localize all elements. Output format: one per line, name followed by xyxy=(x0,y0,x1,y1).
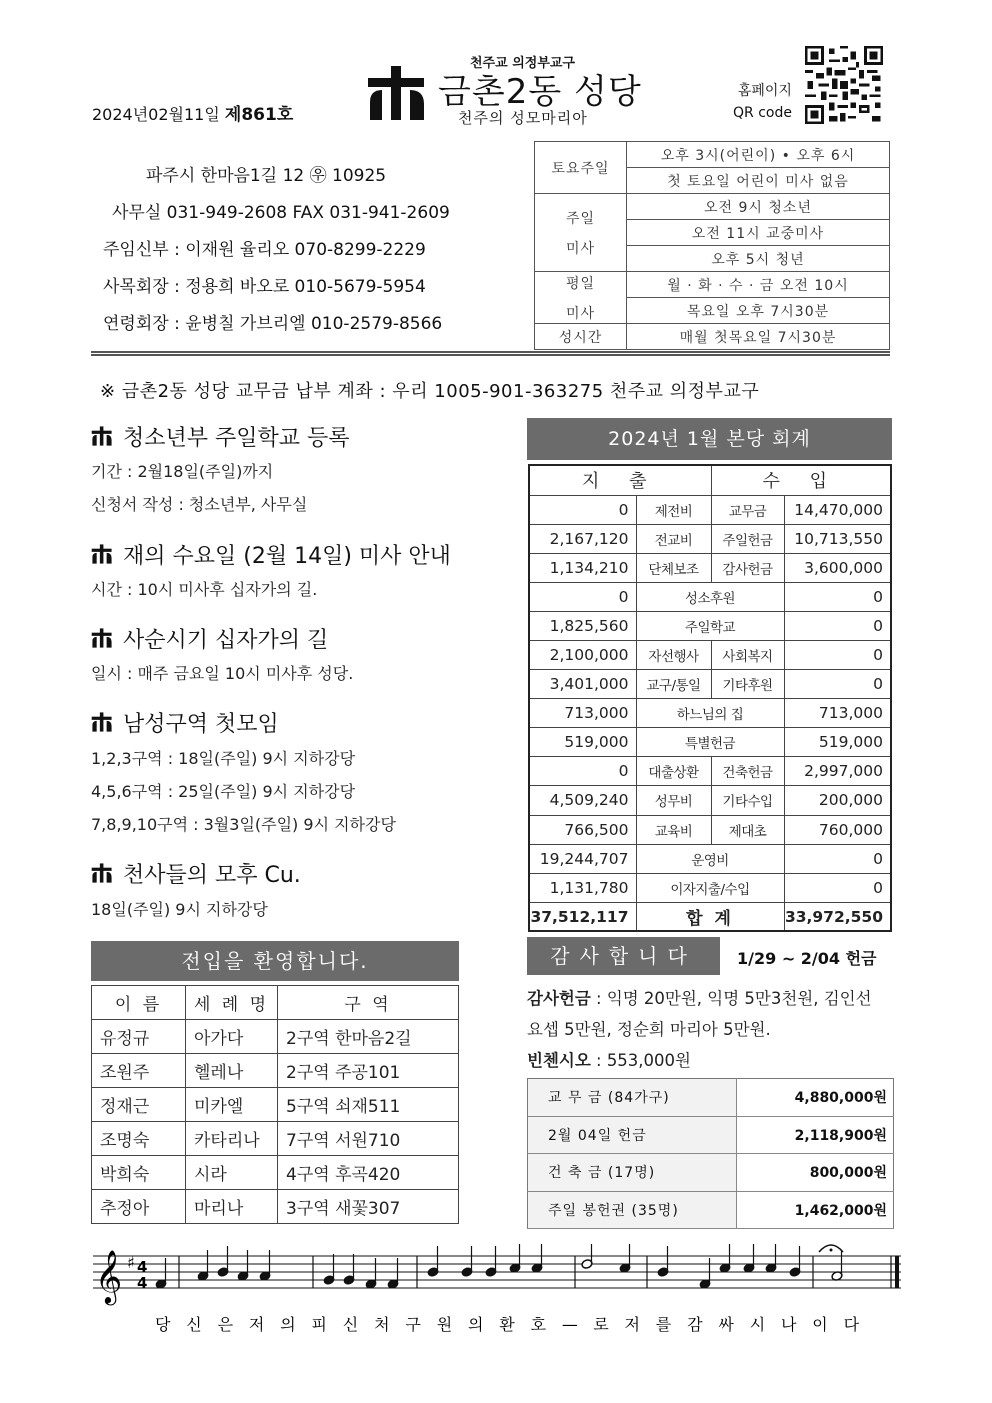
sunday-mass-time: 오후 5시 청년 xyxy=(627,246,890,272)
lyric-syllable: 이 xyxy=(812,1315,828,1334)
lyric-syllable: 로 xyxy=(593,1315,609,1334)
column-header: 구 역 xyxy=(278,986,459,1020)
sunday-mass-time: 오전 11시 교중미사 xyxy=(627,220,890,246)
weekday-mass-label: 평일 미사 xyxy=(535,272,627,324)
newcomers-table xyxy=(91,985,459,1224)
income-amount: 0 xyxy=(784,582,891,611)
income-amount: 0 xyxy=(784,640,891,669)
table-row xyxy=(529,815,891,844)
notice-line: 4,5,6구역 : 25일(주일) 9시 지하강당 xyxy=(91,782,356,801)
total-row xyxy=(529,902,891,931)
table-row xyxy=(529,844,891,873)
holy-hour-time: 매월 첫목요일 7시30분 xyxy=(627,324,890,350)
table-row: 조원주 헬레나 2구역 주공101 xyxy=(92,1054,459,1088)
expense-amount: 519,000 xyxy=(529,728,636,757)
time-signature: 4 xyxy=(137,1258,148,1276)
church-patron: 천주의 성모마리아 xyxy=(458,109,588,127)
lyric-syllable: 의 xyxy=(468,1315,484,1334)
expense-amount: 2,167,120 xyxy=(529,524,636,553)
category: 성소후원 xyxy=(636,582,784,611)
income-amount: 519,000 xyxy=(784,728,891,757)
lyric-syllable: 피 xyxy=(311,1315,327,1334)
church-logo-icon xyxy=(91,627,113,655)
church-logo-icon xyxy=(91,543,113,571)
total-income: 33,972,550 xyxy=(784,902,891,931)
diocese-name: 천주교 의정부교구 xyxy=(470,56,575,71)
expense-amount: 4,509,240 xyxy=(529,786,636,815)
table-row xyxy=(529,524,891,553)
income-category: 제대초 xyxy=(711,815,784,844)
total-label: 합 계 xyxy=(636,902,784,931)
notice-line: 7,8,9,10구역 : 3월3일(주일) 9시 지하강당 xyxy=(91,815,396,834)
category: 특별헌금 xyxy=(636,728,784,757)
sunday-mass-label: 주일 미사 xyxy=(535,194,627,272)
notice-line: 일시 : 매주 금요일 10시 미사후 성당. xyxy=(91,664,354,683)
table-row xyxy=(529,611,891,640)
lyric-syllable: 환 xyxy=(499,1315,515,1334)
income-amount: 760,000 xyxy=(784,815,891,844)
lyric-syllable: 저 xyxy=(624,1315,640,1334)
income-amount: 14,470,000 xyxy=(784,495,891,524)
expense-amount: 1,131,780 xyxy=(529,873,636,902)
income-amount: 2,997,000 xyxy=(784,757,891,786)
lyric-syllable: 다 xyxy=(843,1315,860,1334)
table-row: 건 축 금 (17명) 800,000원 xyxy=(528,1154,894,1192)
holy-hour-label: 성시간 xyxy=(535,324,627,350)
lyric-syllable: 구 xyxy=(405,1315,421,1334)
category: 이자지출/수입 xyxy=(636,873,784,902)
sharp-icon: ♯ xyxy=(127,1253,135,1272)
qr-label: 홈페이지 QR code xyxy=(733,83,792,121)
saturday-mass-label: 토요주일 xyxy=(535,142,627,194)
thanks-line: 빈첸시오 : 553,000원 xyxy=(527,1051,691,1070)
lyric-syllable: 처 xyxy=(374,1315,390,1334)
weekday-mass-time: 목요일 오후 7시30분 xyxy=(627,298,890,324)
welcome-title: 전입을 환영합니다. xyxy=(91,941,459,981)
weekday-mass-time: 월 · 화 · 수 · 금 오전 10시 xyxy=(627,272,890,298)
expense-amount: 0 xyxy=(529,757,636,786)
lyric-syllable: — xyxy=(561,1315,578,1334)
table-row xyxy=(529,757,891,786)
income-amount: 3,600,000 xyxy=(784,553,891,582)
sunday-mass-time: 오전 9시 청소년 xyxy=(627,194,890,220)
church-logo-icon xyxy=(91,711,113,739)
expense-amount: 1,825,560 xyxy=(529,611,636,640)
income-amount: 0 xyxy=(784,611,891,640)
qr-code-icon[interactable] xyxy=(805,46,883,124)
bulletin-date: 2024년02월11일 제861호 xyxy=(92,105,294,125)
table-row: 정재근 미카엘 5구역 쇠재511 xyxy=(92,1088,459,1122)
expense-amount: 1,134,210 xyxy=(529,553,636,582)
income-category: 주일헌금 xyxy=(711,524,784,553)
thanks-period: 1/29 ~ 2/04 헌금 xyxy=(737,949,877,968)
expense-amount: 0 xyxy=(529,582,636,611)
accounting-title: 2024년 1월 본당 회계 xyxy=(527,418,892,460)
lyric-syllable: 감 xyxy=(687,1315,703,1334)
income-amount: 713,000 xyxy=(784,699,891,728)
table-row xyxy=(529,553,891,582)
expense-amount: 3,401,000 xyxy=(529,670,636,699)
table-row xyxy=(529,728,891,757)
expense-amount: 766,500 xyxy=(529,815,636,844)
thanks-title: 감사합니다 xyxy=(527,937,720,975)
expense-category: 제전비 xyxy=(636,495,711,524)
notice-title: 사순시기 십자가의 길 xyxy=(91,623,328,655)
expense-category: 대출상환 xyxy=(636,757,711,786)
expense-category: 전교비 xyxy=(636,524,711,553)
church-name: 금촌2동 성당 xyxy=(438,72,642,112)
table-row xyxy=(529,786,891,815)
expense-category: 교구/통일 xyxy=(636,670,711,699)
lyric-syllable: 호 xyxy=(530,1315,547,1334)
pastor-contact: 주임신부 : 이재원 율리오 070-8299-2229 xyxy=(103,240,426,260)
notice-title: 재의 수요일 (2월 14일) 미사 안내 xyxy=(91,539,451,571)
income-amount: 10,713,550 xyxy=(784,524,891,553)
lyric-syllable: 를 xyxy=(655,1315,672,1334)
income-category: 감사헌금 xyxy=(711,553,784,582)
income-category: 건축헌금 xyxy=(711,757,784,786)
category: 주일학교 xyxy=(636,611,784,640)
table-row xyxy=(529,699,891,728)
income-category: 기타수입 xyxy=(711,786,784,815)
issue-number: 제861호 xyxy=(224,105,294,125)
column-header: 세 례 명 xyxy=(186,986,278,1020)
hymn-score xyxy=(91,1244,903,1340)
church-logo-icon xyxy=(91,425,113,453)
table-row: 주일 봉헌권 (35명) 1,462,000원 xyxy=(528,1191,894,1229)
account-note: ※ 금촌2동 성당 교무금 납부 계좌 : 우리 1005-901-363275 천주교 의정부교구 xyxy=(100,381,760,402)
notice-title: 천사들의 모후 Cu. xyxy=(91,858,301,890)
lyric-syllable: 나 xyxy=(781,1315,797,1334)
lyric-syllable: 원 xyxy=(436,1315,453,1334)
lyric-syllable: 은 xyxy=(217,1315,234,1334)
table-row: 2월 04일 헌금 2,118,900원 xyxy=(528,1116,894,1154)
table-row: 유정규 아가다 2구역 한마음2길 xyxy=(92,1020,459,1054)
notice-line: 18일(주일) 9시 지하강당 xyxy=(91,900,268,919)
income-category: 사회복지 xyxy=(711,640,784,669)
accounting-table xyxy=(528,464,892,932)
table-row xyxy=(529,873,891,902)
table-row: 박희숙 시라 4구역 후곡420 xyxy=(92,1156,459,1190)
lyric-syllable: 당 xyxy=(155,1315,171,1334)
table-row xyxy=(529,670,891,699)
notice-line: 시간 : 10시 미사후 십자가의 길. xyxy=(91,580,318,599)
office-phone: 사무실 031-949-2608 FAX 031-941-2609 xyxy=(112,203,450,223)
expense-category: 교육비 xyxy=(636,815,711,844)
lyric-syllable: 시 xyxy=(749,1315,766,1334)
income-category: 기타후원 xyxy=(711,670,784,699)
expense-amount: 19,244,707 xyxy=(529,844,636,873)
income-amount: 200,000 xyxy=(784,786,891,815)
thanks-line: 감사헌금 : 익명 20만원, 익명 5만3천원, 김인선 xyxy=(527,989,872,1008)
expense-amount: 2,100,000 xyxy=(529,640,636,669)
time-signature: 4 xyxy=(137,1274,148,1292)
church-logo-icon xyxy=(366,62,428,124)
notice-line: 기간 : 2월18일(주일)까지 xyxy=(91,462,274,481)
column-header: 이 름 xyxy=(92,986,186,1020)
notice-title: 청소년부 주일학교 등록 xyxy=(91,421,350,453)
church-address: 파주시 한마음1길 12 ㉾ 10925 xyxy=(146,166,387,186)
lyric-syllable: 신 xyxy=(186,1315,202,1334)
lyric-syllable: 의 xyxy=(280,1315,296,1334)
expense-category: 성무비 xyxy=(636,786,711,815)
notice-line: 신청서 작성 : 청소년부, 사무실 xyxy=(91,495,308,514)
income-header: 수 입 xyxy=(711,465,891,495)
section-divider xyxy=(91,351,890,356)
saturday-mass-note: 첫 토요일 어린이 미사 없음 xyxy=(627,168,890,194)
table-row: 조명숙 카타리나 7구역 서원710 xyxy=(92,1122,459,1156)
income-category: 교무금 xyxy=(711,495,784,524)
table-row xyxy=(529,582,891,611)
income-amount: 0 xyxy=(784,670,891,699)
table-row xyxy=(529,495,891,524)
expense-category: 단체보조 xyxy=(636,553,711,582)
church-logo-icon xyxy=(91,862,113,890)
income-amount: 0 xyxy=(784,873,891,902)
lyric-syllable: 저 xyxy=(248,1315,265,1334)
thanks-line: 요셉 5만원, 정순희 마리아 5만원. xyxy=(527,1020,771,1039)
expense-amount: 0 xyxy=(529,495,636,524)
table-row: 교 무 금 (84가구) 4,880,000원 xyxy=(528,1079,894,1117)
category: 하느님의 집 xyxy=(636,699,784,728)
lyric-syllable: 신 xyxy=(342,1315,359,1334)
total-expense: 37,512,117 xyxy=(529,902,636,931)
mass-schedule-table xyxy=(534,141,890,350)
council-contact: 사목회장 : 정용희 바오로 010-5679-5954 xyxy=(103,277,426,297)
income-amount: 0 xyxy=(784,844,891,873)
offering-table xyxy=(527,1078,894,1229)
expense-amount: 713,000 xyxy=(529,699,636,728)
expense-header: 지 출 xyxy=(529,465,711,495)
notice-title: 남성구역 첫모임 xyxy=(91,707,279,739)
saturday-mass-time: 오후 3시(어린이) • 오후 6시 xyxy=(627,142,890,168)
union-contact: 연령회장 : 윤병칠 가브리엘 010-2579-8566 xyxy=(103,314,443,334)
category: 운영비 xyxy=(636,844,784,873)
table-row: 추정아 마리나 3구역 새꽃307 xyxy=(92,1190,459,1224)
expense-category: 자선행사 xyxy=(636,640,711,669)
notice-line: 1,2,3구역 : 18일(주일) 9시 지하강당 xyxy=(91,749,356,768)
table-row xyxy=(529,640,891,669)
lyric-syllable: 싸 xyxy=(718,1315,734,1334)
treble-clef-icon: 𝄞 xyxy=(95,1249,123,1303)
